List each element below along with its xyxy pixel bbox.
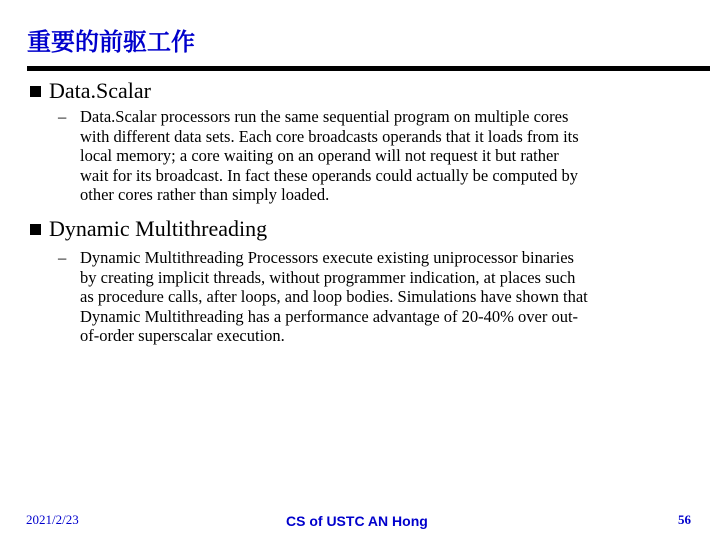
footer-date: 2021/2/23 <box>26 512 79 527</box>
paragraph-line: Dynamic Multithreading has a performance advantage of 20-40% over out- <box>80 306 579 326</box>
paragraph-line: with different data sets. Each core broadcasts operands that it loads from its <box>80 126 579 146</box>
bullet-dynamic-multithreading <box>30 216 267 242</box>
slide-title: 重要的前驱工作 <box>27 28 195 56</box>
paragraph-line: by creating implicit threads, without programmer indication, at places such <box>80 267 576 287</box>
title-rule <box>27 66 710 71</box>
paragraph-line: of-order superscalar execution. <box>80 326 285 345</box>
bullet-heading: Dynamic Multithreading <box>49 216 268 241</box>
paragraph-line: wait for its broadcast. In fact these operands could actually be computed by <box>80 165 579 185</box>
dash-bullet-icon: – <box>58 107 67 126</box>
paragraph-line: Data.Scalar processors run the same sequential program on multiple cores <box>80 107 569 126</box>
paragraph-line: other cores rather than simply loaded. <box>80 185 330 204</box>
bullet-data-scalar <box>30 78 151 104</box>
dash-bullet-icon: – <box>58 248 67 267</box>
square-bullet-icon <box>30 224 41 235</box>
sub-bullet-dynamic-multithreading <box>58 248 698 346</box>
paragraph-line: Dynamic Multithreading Processors execute existing uniprocessor binaries <box>80 248 574 267</box>
square-bullet-icon <box>30 86 41 97</box>
footer-center-text: CS of USTC AN Hong <box>286 513 428 529</box>
page-number: 56 <box>678 512 691 527</box>
bullet-heading: Data.Scalar <box>49 78 151 103</box>
paragraph-line: as procedure calls, after loops, and loop bodies. Simulations have shown that <box>80 287 588 306</box>
sub-bullet-data-scalar <box>58 107 698 205</box>
paragraph-line: local memory; a core waiting on an operand will not request it but rather <box>80 146 559 165</box>
